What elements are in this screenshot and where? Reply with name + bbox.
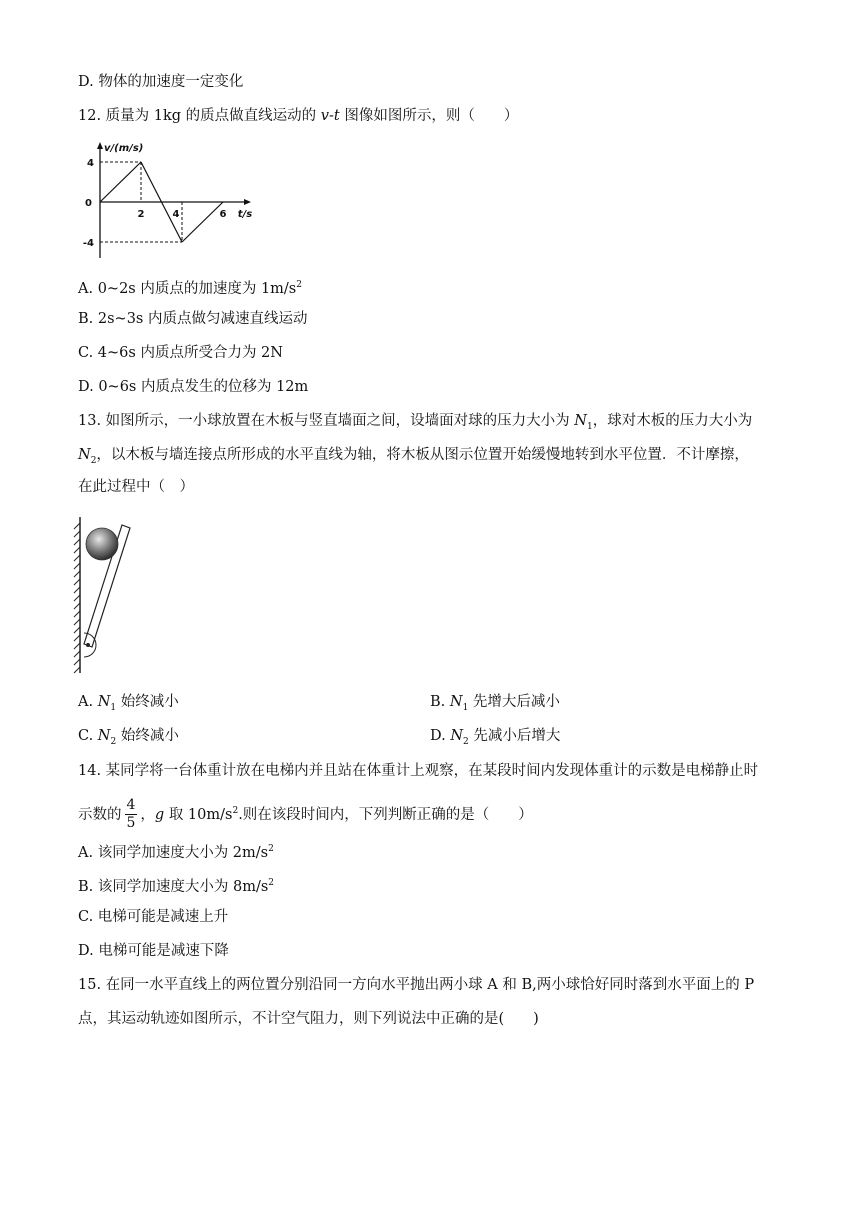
q12-stem-var: v-t bbox=[320, 108, 340, 124]
q13-l1-var: N bbox=[574, 413, 587, 429]
q13-oa-sub: 1 bbox=[110, 702, 117, 713]
q14-fraction bbox=[125, 797, 138, 832]
q13-l1-sub: 1 bbox=[586, 421, 593, 432]
q14-l2-g: g bbox=[154, 806, 165, 823]
q12-option-b: B. 2s~3s 内质点做匀减速直线运动 bbox=[78, 311, 308, 327]
q13-option-c bbox=[78, 726, 179, 752]
q13-oa-var: N bbox=[97, 694, 111, 710]
q13-oc-sub: 2 bbox=[110, 736, 117, 747]
q13-oa-post: 始终减小 bbox=[116, 694, 179, 710]
y-axis-label: v/(m/s) bbox=[104, 143, 144, 154]
q13-oc-var: N bbox=[97, 728, 111, 744]
x-tick-2: 2 bbox=[137, 209, 145, 220]
q14-oa-sup: 2 bbox=[268, 844, 274, 854]
hinge-pin bbox=[86, 643, 90, 647]
q14-ob-text: B. 该同学加速度大小为 8m/s bbox=[78, 878, 269, 895]
q14-l2-mid: ， bbox=[140, 806, 155, 823]
q14-frac-den: 5 bbox=[126, 815, 136, 832]
q13-stem-line2 bbox=[78, 445, 749, 471]
wall-hatching bbox=[74, 523, 80, 673]
q13-oc-pre: C. bbox=[78, 728, 98, 744]
q13-ball-board-figure bbox=[72, 513, 142, 678]
q14-ob-sup: 2 bbox=[268, 878, 275, 888]
q12-vt-graph bbox=[78, 140, 278, 260]
x-axis-arrow bbox=[244, 199, 251, 205]
q14-option-d: D. 电梯可能是减速下降 bbox=[78, 943, 229, 959]
x-axis-label: t/s bbox=[237, 209, 253, 220]
vt-segment-3 bbox=[182, 202, 223, 242]
q14-option-a bbox=[78, 839, 274, 863]
q14-stem-line1: 14. 某同学将一台体重计放在电梯内并且站在体重计上观察，在某段时间内发现体重计的示数是电梯静止时 bbox=[78, 763, 759, 779]
q13-option-d bbox=[430, 726, 560, 752]
q14-l2-post: 取 10m/s bbox=[164, 806, 233, 823]
q14-option-c: C. 电梯可能是减速上升 bbox=[78, 909, 229, 925]
q14-l2-pre: 示数的 bbox=[78, 806, 122, 823]
q13-od-var: N bbox=[450, 728, 464, 744]
q13-option-b bbox=[430, 692, 560, 718]
q12-option-a-text: A. 0~2s 内质点的加速度为 1m/s bbox=[78, 280, 297, 297]
q15-stem-line1: 15. 在同一水平直线上的两位置分别沿同一方向水平抛出两小球 A 和 B,两小球恰好同时落到水平面上的 P bbox=[78, 977, 755, 993]
q14-oa-text: A. 该同学加速度大小为 2m/s bbox=[78, 844, 269, 861]
y-tick-4: 4 bbox=[87, 158, 94, 169]
q13-od-pre: D. bbox=[430, 728, 451, 744]
q13-l1-pre: 13. 如图所示，一小球放置在木板与竖直墙面之间，设墙面对球的压力大小为 bbox=[78, 413, 575, 429]
q13-ob-var: N bbox=[449, 694, 463, 710]
q13-l2-post: ，以木板与墙连接点所形成的水平直线为轴，将木板从图示位置开始缓慢地转到水平位置．不计摩擦， bbox=[96, 447, 749, 463]
q13-ob-sub: 1 bbox=[462, 702, 469, 713]
x-tick-6: 6 bbox=[219, 209, 227, 220]
vt-segment-1 bbox=[100, 162, 141, 202]
q13-l2-var: N bbox=[78, 447, 91, 463]
q12-option-a bbox=[78, 275, 302, 299]
x-tick-4: 4 bbox=[172, 209, 180, 220]
q12-option-c: C. 4~6s 内质点所受合力为 2N bbox=[78, 345, 283, 361]
q13-ob-pre: B. bbox=[430, 694, 450, 710]
q11-option-d: D. 物体的加速度一定变化 bbox=[78, 74, 244, 90]
q12-stem-pre: 12. 质量为 1kg 的质点做直线运动的 bbox=[78, 108, 321, 124]
q12-option-d: D. 0~6s 内质点发生的位移为 12m bbox=[78, 379, 309, 395]
q13-l2-sub: 2 bbox=[90, 455, 97, 466]
q14-l2-end: .则在该段时间内，下列判断正确的是（ ） bbox=[238, 806, 533, 823]
q13-stem-line1 bbox=[78, 411, 752, 437]
q13-oc-post: 始终减小 bbox=[116, 728, 179, 744]
q14-option-b bbox=[78, 873, 274, 897]
y-tick-neg4: -4 bbox=[82, 238, 94, 249]
origin-label: 0 bbox=[85, 198, 92, 209]
q15-stem-line2: 点，其运动轨迹如图所示，不计空气阻力，则下列说法中正确的是( ) bbox=[78, 1011, 539, 1027]
q13-od-post: 先减小后增大 bbox=[468, 728, 561, 744]
q13-ob-post: 先增大后减小 bbox=[468, 694, 560, 710]
q13-option-a bbox=[78, 692, 179, 718]
y-axis-arrow bbox=[97, 142, 103, 149]
q14-stem-line2 bbox=[78, 791, 533, 835]
q12-stem-post: 图像如图所示，则（ ） bbox=[339, 108, 519, 124]
q12-option-a-sup: 2 bbox=[296, 280, 302, 290]
ball bbox=[86, 528, 118, 560]
q14-l2-sup: 2 bbox=[232, 806, 239, 816]
q14-frac-num: 4 bbox=[126, 797, 136, 814]
q12-stem bbox=[78, 106, 518, 126]
q13-od-sub: 2 bbox=[463, 736, 469, 747]
q13-stem-line3: 在此过程中（ ） bbox=[78, 479, 194, 495]
q13-oa-pre: A. bbox=[78, 694, 98, 710]
q13-l1-post: ，球对木板的压力大小为 bbox=[592, 413, 753, 429]
